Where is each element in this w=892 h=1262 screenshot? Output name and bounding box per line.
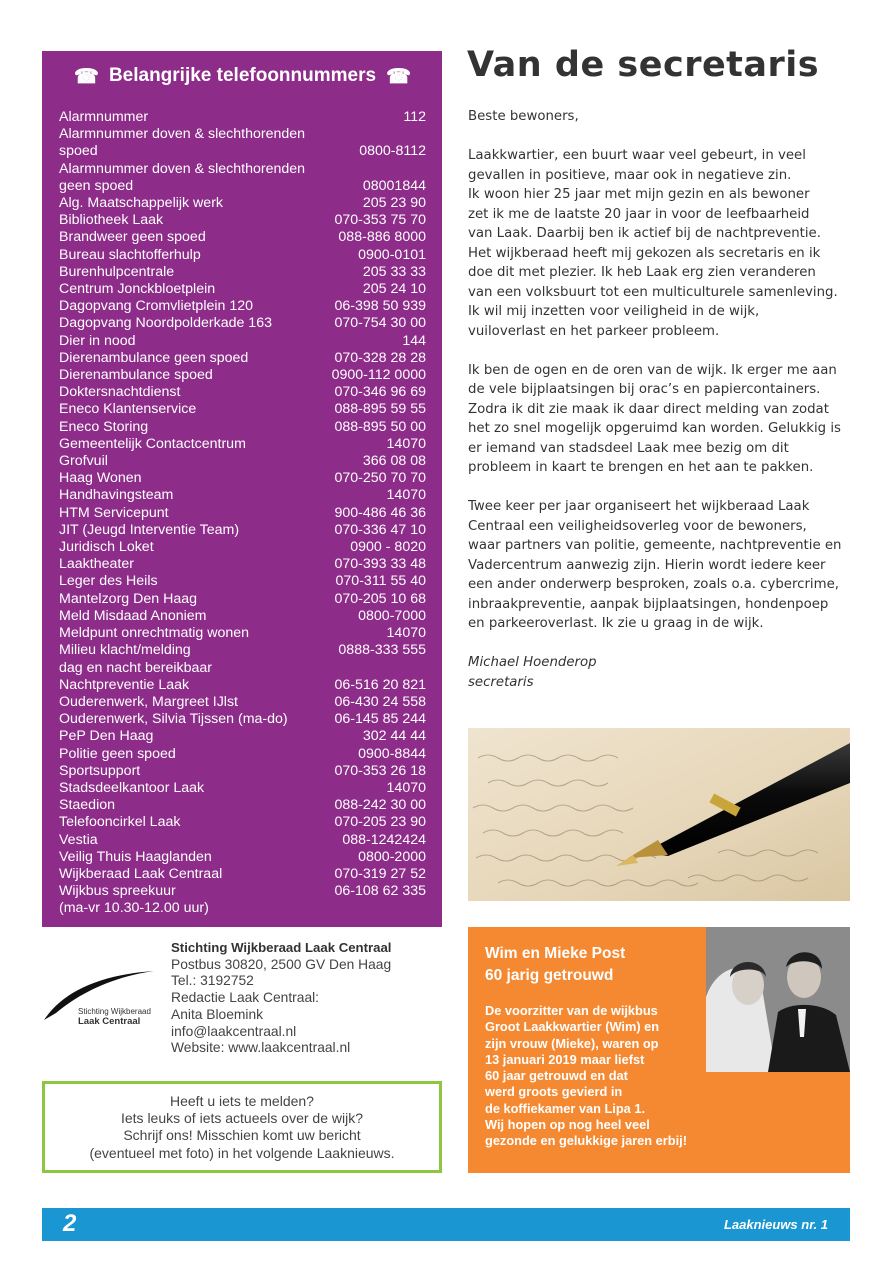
text-line: er iemand van stadsdeel Laak mee bezig om dit [468,440,789,456]
phone-entry [59,539,426,556]
article-paragraph-1 [468,146,858,341]
telephone-icon: ☎ [74,65,99,88]
text-line: vuiloverlast en het parkeer probleem. [468,323,720,339]
text-line: gezonde en gelukkige jaren erbij! [485,1133,687,1149]
phone-entry-name: Eneco Klantenservice [59,401,197,418]
phone-entry [59,832,426,849]
phone-entry-name: Bureau slachtofferhulp [59,246,201,263]
phone-entry-number[interactable]: 900-486 46 36 [334,504,426,521]
text-line: Twee keer per jaar organiseert het wijkberaad Laak [468,499,810,514]
phone-entry [59,866,426,883]
phone-entry [59,487,426,504]
phone-entry-name: Meld Misdaad Anoniem [59,607,207,624]
page-number: 2 [63,1210,77,1237]
phone-entry-name: Eneco Storing [59,418,149,435]
foundation-info [171,940,441,1057]
text-line: Centraal een veiligheidsoverleg voor de bewoners, [468,518,807,534]
phone-entry-name: Nachtpreventie Laak [59,676,190,693]
submit-news-box [42,1081,442,1173]
phone-entry-number[interactable]: 14070 [386,779,426,796]
foundation-name: Stichting Wijkberaad Laak Centraal [171,940,392,955]
phone-entry [59,436,426,453]
anniversary-title-line: Wim en Mieke Post [485,945,626,962]
foundation-logo [42,963,157,1025]
phone-entry [59,350,426,367]
phone-entry [59,900,426,917]
text-line: werd groots gevierd in [485,1084,623,1100]
phone-entry [59,401,426,418]
phone-entry-name: Mantelzorg Den Haag [59,590,198,607]
phone-entry [59,694,426,711]
phone-entry-number[interactable]: 112 [403,109,426,125]
phone-list [59,109,426,918]
phone-entry-name: Dierenambulance spoed [59,367,213,384]
phone-entry [59,298,426,315]
text-line: en parkeeroverlast. Ik zie u graag in de wijk. [468,616,764,631]
phone-entry [59,453,426,470]
text-line: doe dit met plezier. Ik heb Laak erg zien veranderen [468,265,816,280]
text-line: van Laak. Daarbij ben ik actief bij de nachtpreventie. [468,226,821,241]
signature-role: secretaris [468,674,534,690]
phone-entry-name: Dierenambulance geen spoed [59,349,249,366]
phone-entry-number[interactable]: 070-754 30 00 [334,315,426,332]
foundation-email[interactable]: info@laakcentraal.nl [171,1023,297,1039]
phone-entry-number[interactable]: 070-328 28 28 [334,349,426,366]
text-line: Ik wil mij inzetten voor veiligheid in de wijk, [468,304,760,319]
phone-entry-name: Wijkberaad Laak Centraal [59,865,223,882]
phone-entry-number[interactable]: 0800-7000 [358,607,426,624]
text-line: inbraakpreventie, aanpak bijplaatsingen, hondenpoep [468,596,829,612]
text-line: Vadercentrum aanwezig zijn. Hierin wordt iedere keer [468,557,826,573]
article-title: Van de secretaris [467,45,820,85]
text-line: 13 januari 2019 maar liefst [485,1051,645,1067]
phone-entry-number[interactable]: 0800-8112 [359,143,426,160]
phone-entry-name: Meldpunt onrechtmatig wonen [59,625,250,642]
phone-entry-name: Brandweer geen spoed [59,229,206,246]
editorial-label: Redactie Laak Centraal: [171,990,320,1006]
text-line: Laakkwartier, een buurt waar veel gebeurt, in veel [468,148,806,163]
phone-box-title [59,63,426,89]
text-line: Zodra ik dit zie maak ik daar direct melding van zodat [468,401,829,417]
text-line: zijn vrouw (Mieke), waren op [485,1035,659,1051]
phone-entry-number[interactable]: 06-145 85 244 [334,711,426,728]
phone-entry-name: Sportsupport [59,762,141,779]
phone-entry [59,573,426,590]
phone-entry-name: Wijkbus spreekuur [59,883,176,900]
phone-entry [59,797,426,814]
phone-entry-name: Alarmnummer [59,109,149,125]
phone-entry-number[interactable]: 088-242 30 00 [334,797,426,814]
phone-entry-number[interactable]: 205 23 90 [362,195,426,212]
phone-entry-number[interactable]: 0900-8844 [358,745,426,762]
phone-entry-name: Telefooncirkel Laak [59,814,181,831]
phone-entry [59,195,426,212]
phone-entry-number[interactable]: 070-336 47 10 [334,521,426,538]
phone-entry-number[interactable]: 302 44 44 [362,728,426,745]
phone-entry [59,883,426,900]
phone-entry-name: Alarmnummer doven & slechthorenden spoed [59,126,306,160]
phone-entry [59,522,426,539]
submit-news-line: Heeft u iets te melden? [170,1093,314,1109]
phone-entry-name: PeP Den Haag [59,728,154,745]
phone-entry-name: dag en nacht bereikbaar [59,659,213,676]
phone-numbers-box [42,51,442,927]
phone-entry-number[interactable]: 14070 [386,625,426,642]
phone-entry [59,212,426,229]
phone-entry [59,780,426,797]
anniversary-box [468,927,850,1173]
text-line: Groot Laakkwartier (Wim) en [485,1019,660,1035]
phone-box-title-text: Belangrijke telefoonnummers [108,65,377,86]
phone-entry-name: Stadsdeelkantoor Laak [59,779,205,796]
submit-news-line: Schrijf ons! Misschien komt uw bericht [123,1127,361,1144]
phone-entry-number[interactable]: 070-250 70 70 [334,470,426,487]
article-paragraph-2 [468,361,858,478]
phone-entry-number[interactable]: 06-108 62 335 [334,883,426,900]
phone-entry-number[interactable]: 14070 [386,487,426,504]
phone-entry [59,264,426,281]
phone-entry [59,625,426,642]
phone-entry [59,315,426,332]
text-line: van een volksbuurt tot een multiculturele samenleving. [468,284,838,300]
foundation-address: Postbus 30820, 2500 GV Den Haag [171,956,392,972]
phone-entry-name: Gemeentelijk Contactcentrum [59,435,246,452]
phone-entry [59,556,426,573]
phone-entry-name: Haag Wonen [59,470,142,487]
phone-entry-name: Alarmnummer doven & slechthorenden geen spoed [59,160,306,194]
phone-entry-number[interactable]: 06-430 24 558 [334,693,426,710]
phone-entry [59,660,426,677]
telephone-icon: ☎ [386,65,411,88]
phone-entry [59,367,426,384]
text-line: het zo snel mogelijk opgeruimd kan worden. Gelukkig is [468,421,841,436]
phone-entry-number[interactable]: 088-895 50 00 [334,418,426,435]
phone-entry-number[interactable]: 205 33 33 [362,263,426,280]
phone-entry-number[interactable]: 08001844 [362,177,426,194]
submit-news-line: (eventueel met foto) in het volgende Laaknieuws. [89,1144,395,1161]
foundation-tel: Tel.: 3192752 [171,973,254,989]
page-footer [42,1208,850,1241]
phone-entry [59,247,426,264]
article-paragraph-3 [468,497,858,634]
phone-entry-number[interactable]: 070-353 75 70 [334,212,426,229]
phone-entry-name: Laaktheater [59,556,134,573]
phone-entry-name: Milieu klacht/melding [59,642,191,659]
phone-entry-name: HTM Servicepunt [59,504,169,521]
phone-entry [59,229,426,246]
phone-entry-number[interactable]: 0800-2000 [358,848,426,865]
phone-entry [59,711,426,728]
issue-label: Laaknieuws nr. 1 [723,1217,828,1232]
text-line: de koffiekamer van Lipa 1. [485,1100,646,1116]
phone-entry [59,814,426,831]
signature-name: Michael Hoenderop [468,655,597,670]
phone-entry-name: Dagopvang Noordpolderkade 163 [59,315,272,332]
foundation-website[interactable]: Website: www.laakcentraal.nl [171,1040,351,1056]
phone-entry-number[interactable]: 14070 [386,435,426,452]
phone-entry [59,384,426,401]
phone-entry [59,642,426,659]
phone-entry-name: Handhavingsteam [59,487,174,504]
phone-entry [59,109,426,126]
anniversary-title [485,943,705,987]
text-line: Ik ben de ogen en de oren van de wijk. Ik erger me aan [468,362,837,378]
phone-entry-name: Doktersnachtdienst [59,384,181,401]
phone-entry-name: JIT (Jeugd Interventie Team) [59,521,240,538]
text-line: gevallen in positieve, maar ook in negatieve zin. [468,167,792,183]
phone-entry [59,470,426,487]
phone-entry-name: Dagopvang Cromvlietplein 120 [59,298,254,315]
phone-entry-number[interactable]: 070-205 23 90 [334,814,426,831]
submit-news-line: Iets leuks of iets actueels over de wijk? [120,1110,363,1127]
phone-entry-name: Alg. Maatschappelijk werk [59,195,224,212]
article-body [468,107,858,692]
phone-entry [59,333,426,350]
anniversary-title-line: 60 jarig getrouwd [485,967,614,984]
phone-entry-number[interactable]: 070-311 55 40 [335,573,426,590]
phone-entry-number[interactable]: 070-205 10 68 [334,590,426,607]
editor-name: Anita Bloemink [171,1006,264,1022]
wedding-couple-photo [706,927,850,1072]
phone-entry-number[interactable]: 366 08 08 [362,453,426,470]
text-line: De voorzitter van de wijkbus [485,1003,658,1018]
phone-entry [59,677,426,694]
phone-entry-name: Ouderenwerk, Silvia Tijssen (ma-do) [59,711,288,728]
phone-entry [59,746,426,763]
phone-entry-name: Veilig Thuis Haaglanden [59,848,212,865]
phone-entry-number[interactable]: 0900-0101 [358,246,426,263]
phone-entry [59,849,426,866]
phone-entry-number[interactable]: 06-516 20 821 [334,676,426,693]
phone-entry-number[interactable]: 088-895 59 55 [334,401,426,418]
phone-entry-name: Bibliotheek Laak [59,212,164,229]
text-line: 60 jaar getrouwd en dat [485,1068,628,1084]
phone-entry [59,281,426,298]
text-line: zet ik me de laatste 20 jaar in voor de leefbaarheid [468,206,810,222]
phone-entry-number[interactable]: 144 [402,332,426,349]
text-line: Wij hopen op nog heel veel [485,1117,650,1133]
phone-entry [59,126,426,160]
phone-entry-name: Staedion [59,797,116,814]
phone-entry-number[interactable]: 0900 - 8020 [350,539,426,556]
phone-entry-name: Grofvuil [59,453,108,470]
phone-entry-number[interactable]: 070-319 27 52 [334,865,426,882]
phone-entry-number[interactable]: 070-353 26 18 [334,762,426,779]
phone-entry-number[interactable]: 088-886 8000 [338,229,426,246]
phone-entry [59,161,426,195]
phone-entry-number[interactable]: 06-398 50 939 [334,298,426,315]
phone-entry [59,505,426,522]
phone-entry-name: Vestia [59,831,98,848]
text-line: probleem in kaart te brengen en het aan te pakken. [468,460,814,475]
phone-entry-name: Dier in nood [59,332,136,349]
phone-entry [59,591,426,608]
text-line: een ander onderwerp besproken, zoals o.a. cybercrime, [468,577,839,592]
phone-entry-name: (ma-vr 10.30-12.00 uur) [59,900,209,917]
phone-entry-number[interactable]: 0900-112 0000 [331,367,426,384]
phone-entry [59,608,426,625]
anniversary-text [485,1003,730,1150]
phone-entry-number[interactable]: 205 24 10 [362,281,426,298]
logo-text-line2: Laak Centraal [78,1016,141,1025]
text-line: Het wijkberaad heeft mij gekozen als secretaris en ik [468,245,821,261]
phone-entry-name: Juridisch Loket [59,539,154,556]
phone-entry-number[interactable]: 070-346 96 69 [334,384,426,401]
phone-entry-name: Ouderenwerk, Margreet IJlst [59,693,238,710]
logo-text-line1: Stichting Wijkberaad [78,1007,151,1016]
phone-entry-number[interactable]: 070-393 33 48 [334,556,426,573]
text-line: Ik woon hier 25 jaar met mijn gezin en als bewoner [468,187,810,202]
fountain-pen-letter-image [468,728,850,901]
article-greeting: Beste bewoners, [468,109,579,124]
phone-entry [59,728,426,745]
phone-entry-name: Centrum Jonckbloetplein [59,281,216,298]
phone-entry-name: Politie geen spoed [59,745,176,762]
phone-entry [59,419,426,436]
phone-entry-number[interactable]: 0888-333 555 [338,642,426,659]
phone-entry-name: Burenhulpcentrale [59,263,175,280]
phone-entry-name: Leger des Heils [59,573,158,590]
phone-entry [59,763,426,780]
phone-entry-number[interactable]: 088-1242424 [342,831,426,848]
text-line: de vele bijplaatsingen bij orac’s en papiercontainers. [468,382,821,397]
text-line: waar partners van politie, gemeente, nachtpreventie en [468,538,842,553]
